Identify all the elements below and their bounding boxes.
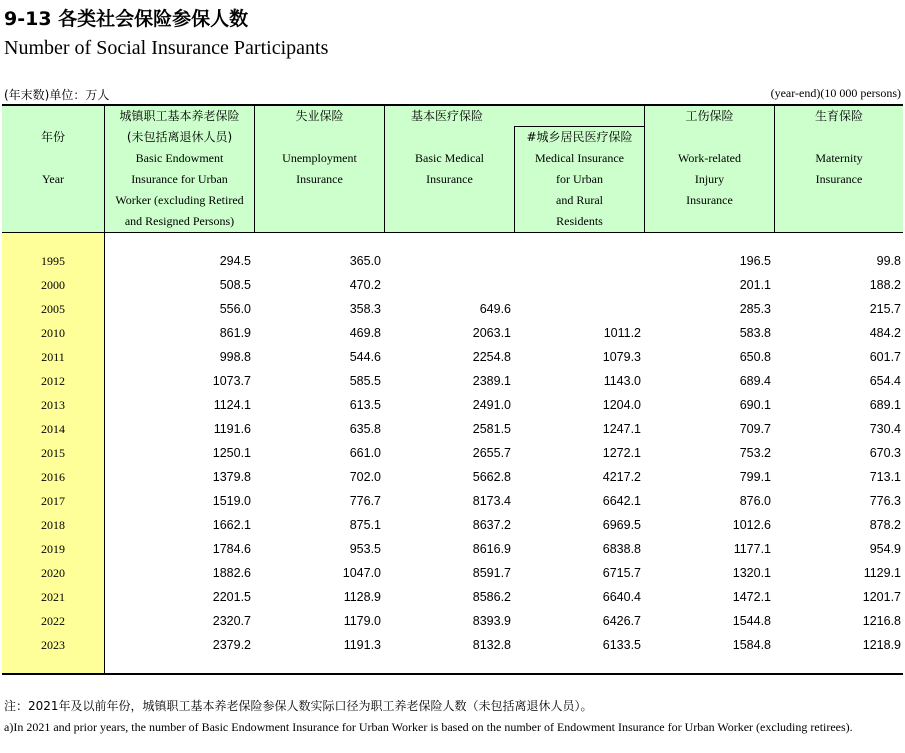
cell-year: 2018	[41, 518, 65, 532]
cell-year: 2023	[41, 638, 65, 652]
cell-maternity: 689.1	[869, 398, 901, 412]
cell-maternity: 99.8	[876, 254, 901, 268]
cell-urban-rural: 6642.1	[602, 494, 641, 508]
cell-urban-rural: 1011.2	[603, 326, 641, 340]
cell-unemployment: 365.0	[349, 254, 381, 268]
cell-urban-rural: 1247.1	[602, 422, 641, 436]
unit-label-cn: (年末数)单位：万人	[4, 88, 110, 102]
cell-year: 2010	[41, 326, 65, 340]
cell-urban-rural: 4217.2	[602, 470, 641, 484]
cell-endowment: 861.9	[219, 326, 251, 340]
cell-injury: 583.8	[739, 326, 771, 340]
header-maternity: 生育保险 Maternity Insurance	[814, 109, 863, 186]
cell-injury: 1584.8	[732, 638, 771, 652]
header-medical: 基本医疗保险	[411, 109, 484, 123]
cell-endowment: 1073.7	[212, 374, 251, 388]
cell-year: 2020	[41, 566, 65, 580]
header-injury: 工伤保险 Work-related Injury Insurance	[678, 109, 741, 207]
cell-maternity: 670.3	[869, 446, 901, 460]
cell-unemployment: 1128.9	[343, 590, 381, 604]
table-row	[2, 490, 903, 514]
table-row	[2, 418, 903, 442]
header-medical-en: Basic Medical Insurance	[415, 151, 484, 186]
cell-unemployment: 613.5	[349, 398, 381, 412]
cell-injury: 690.1	[739, 398, 771, 412]
cell-injury: 1472.1	[732, 590, 771, 604]
cell-year: 2013	[41, 398, 65, 412]
cell-injury: 709.7	[739, 422, 771, 436]
cell-endowment: 1250.1	[212, 446, 251, 460]
table-row	[2, 346, 903, 370]
cell-unemployment: 1191.3	[343, 638, 381, 652]
page-title-en: Number of Social Insurance Participants	[4, 37, 329, 59]
header-endowment: 城镇职工基本养老保险 (未包括离退休人员) Basic Endowment Insurance for Urban Worker (excluding Retired and Resigned Persons)	[115, 109, 244, 228]
cell-urban-rural: 6969.5	[602, 518, 641, 532]
cell-maternity: 713.1	[869, 470, 901, 484]
cell-maternity: 188.2	[869, 278, 901, 292]
cell-medical: 5662.8	[472, 470, 511, 484]
table-row	[2, 586, 903, 610]
cell-injury: 799.1	[739, 470, 771, 484]
cell-injury: 1177.1	[733, 542, 771, 556]
cell-medical: 8637.2	[472, 518, 511, 532]
cell-medical: 2063.1	[472, 326, 511, 340]
cell-injury: 650.8	[739, 350, 771, 364]
cell-maternity: 1218.9	[862, 638, 901, 652]
cell-injury: 1544.8	[732, 614, 771, 628]
cell-unemployment: 544.6	[349, 350, 381, 364]
cell-medical: 8591.7	[472, 566, 511, 580]
table-bottom-rule	[2, 673, 903, 675]
cell-medical: 2254.8	[472, 350, 511, 364]
cell-year: 2005	[41, 302, 65, 316]
cell-maternity: 954.9	[869, 542, 901, 556]
cell-maternity: 1129.1	[863, 566, 901, 580]
cell-injury: 689.4	[739, 374, 771, 388]
cell-endowment: 2201.5	[212, 590, 251, 604]
cell-maternity: 878.2	[869, 518, 901, 532]
cell-urban-rural: 6426.7	[602, 614, 641, 628]
table-row	[2, 274, 903, 298]
cell-unemployment: 635.8	[349, 422, 381, 436]
cell-urban-rural: 1272.1	[602, 446, 641, 460]
cell-maternity: 654.4	[869, 374, 901, 388]
cell-medical: 8393.9	[472, 614, 511, 628]
cell-unemployment: 661.0	[349, 446, 381, 460]
table-row	[2, 394, 903, 418]
cell-year: 2011	[41, 350, 65, 364]
cell-year: 2019	[41, 542, 65, 556]
cell-urban-rural: 1079.3	[602, 350, 641, 364]
table-row	[2, 514, 903, 538]
cell-unemployment: 953.5	[349, 542, 381, 556]
cell-unemployment: 702.0	[349, 470, 381, 484]
cell-endowment: 294.5	[219, 254, 251, 268]
cell-urban-rural: 6133.5	[602, 638, 641, 652]
table-row	[2, 442, 903, 466]
cell-injury: 753.2	[739, 446, 771, 460]
header-year: 年份 Year	[40, 130, 65, 186]
table-row	[2, 466, 903, 490]
cell-year: 2017	[41, 494, 65, 508]
cell-maternity: 484.2	[869, 326, 901, 340]
cell-injury: 876.0	[739, 494, 771, 508]
cell-medical: 2655.7	[472, 446, 511, 460]
cell-endowment: 1784.6	[212, 542, 251, 556]
cell-medical: 8616.9	[472, 542, 511, 556]
cell-unemployment: 585.5	[349, 374, 381, 388]
cell-endowment: 1191.6	[213, 422, 251, 436]
footnote-cn: 注：2021年及以前年份，城镇职工基本养老保险参保人数实际口径为职工养老保险人数（未包括离退休人员）。	[4, 699, 593, 713]
cell-urban-rural: 1204.0	[602, 398, 641, 412]
cell-urban-rural: 1143.0	[603, 374, 641, 388]
cell-medical: 2581.5	[472, 422, 511, 436]
table-row	[2, 610, 903, 634]
cell-year: 1995	[41, 254, 65, 268]
cell-maternity: 1216.8	[862, 614, 901, 628]
cell-year: 2022	[41, 614, 65, 628]
cell-medical: 2389.1	[472, 374, 511, 388]
table-row	[2, 250, 903, 274]
cell-maternity: 730.4	[869, 422, 901, 436]
cell-year: 2016	[41, 470, 65, 484]
cell-year: 2015	[41, 446, 65, 460]
cell-year: 2021	[41, 590, 65, 604]
cell-injury: 201.1	[739, 278, 771, 292]
cell-endowment: 2379.2	[212, 638, 251, 652]
table-row	[2, 298, 903, 322]
cell-endowment: 1882.6	[212, 566, 251, 580]
unit-label-en: (year-end)(10 000 persons)	[770, 86, 901, 100]
cell-medical: 649.6	[479, 302, 511, 316]
table-row	[2, 370, 903, 394]
cell-endowment: 1662.1	[212, 518, 251, 532]
footnote-en: a)In 2021 and prior years, the number of Basic Endowment Insurance for Urban Worker is based on the number of Endowment Insurance for Urban Worker (excluding retirees).	[4, 720, 853, 734]
table-row	[2, 538, 903, 562]
cell-endowment: 998.8	[219, 350, 251, 364]
page-title-cn: 9-13 各类社会保险参保人数	[4, 8, 249, 30]
cell-injury: 285.3	[739, 302, 771, 316]
cell-medical: 8173.4	[472, 494, 511, 508]
cell-unemployment: 469.8	[349, 326, 381, 340]
cell-medical: 2491.0	[472, 398, 511, 412]
cell-unemployment: 358.3	[349, 302, 381, 316]
cell-injury: 196.5	[739, 254, 771, 268]
cell-injury: 1320.1	[732, 566, 771, 580]
cell-maternity: 215.7	[869, 302, 901, 316]
cell-urban-rural: 6640.4	[602, 590, 641, 604]
cell-unemployment: 875.1	[349, 518, 381, 532]
cell-urban-rural: 6838.8	[602, 542, 641, 556]
cell-urban-rural: 6715.7	[602, 566, 641, 580]
cell-year: 2000	[41, 278, 65, 292]
cell-endowment: 1124.1	[213, 398, 251, 412]
table-header-rule	[2, 232, 903, 233]
cell-unemployment: 1179.0	[343, 614, 381, 628]
cell-unemployment: 1047.0	[342, 566, 381, 580]
cell-year: 2014	[41, 422, 65, 436]
table-row	[2, 562, 903, 586]
table-row	[2, 634, 903, 658]
cell-endowment: 2320.7	[212, 614, 251, 628]
header-urban-rural-medical: #城乡居民医疗保险 Medical Insurance for Urban and Rural Residents	[526, 130, 633, 228]
cell-maternity: 601.7	[869, 350, 901, 364]
cell-medical: 8586.2	[472, 590, 511, 604]
cell-maternity: 776.3	[869, 494, 901, 508]
cell-endowment: 1379.8	[212, 470, 251, 484]
cell-maternity: 1201.7	[862, 590, 901, 604]
cell-injury: 1012.6	[732, 518, 771, 532]
cell-endowment: 1519.0	[212, 494, 251, 508]
cell-unemployment: 470.2	[349, 278, 381, 292]
cell-medical: 8132.8	[472, 638, 511, 652]
cell-unemployment: 776.7	[349, 494, 381, 508]
header-unemployment: 失业保险 Unemployment Insurance	[282, 109, 357, 186]
cell-endowment: 508.5	[219, 278, 251, 292]
cell-endowment: 556.0	[219, 302, 251, 316]
table-row	[2, 322, 903, 346]
cell-year: 2012	[41, 374, 65, 388]
